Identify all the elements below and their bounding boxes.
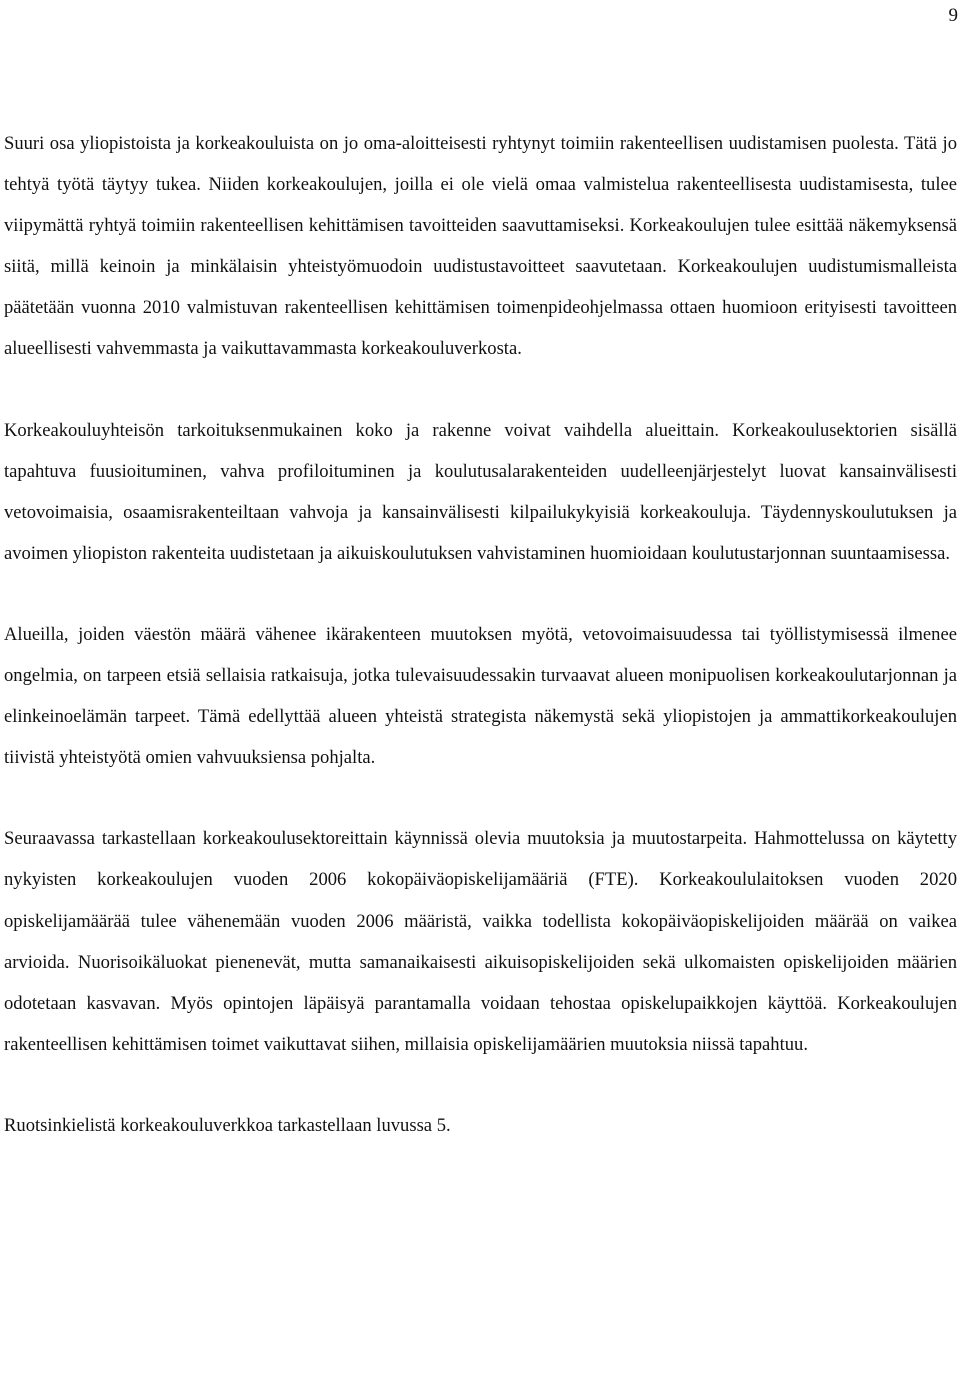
paragraph-spacer xyxy=(4,778,957,818)
paragraph-spacer xyxy=(4,1065,957,1105)
paragraph-1: Suuri osa yliopistoista ja korkeakouluista on jo oma-aloitteisesti ryhtynyt toimiin rakenteellisen uudistamisen puolesta. Tätä jo tehtyä työtä täytyy tukea. Niiden korkeakoulujen, joilla ei ole vielä omaa valmistelua rakenteellisesta uudistamisesta, tulee viipymättä ryhtyä toimiin rakenteellisen kehittämisen tavoitteiden saavuttamiseksi. Korkeakoulujen tulee esittää näkemyksensä siitä, millä keinoin ja minkälaisin yhteistyömuodoin uudistustavoitteet saavutetaan. Korkeakoulujen uudistumismalleista päätetään vuonna 2010 valmistuvan rakenteellisen kehittämisen toimenpideohjelmassa ottaen huomioon erityisesti tavoitteen alueellisesti vahvemmasta ja vaikuttavammasta korkeakouluverkosta. xyxy=(4,133,957,360)
paragraph-2: Korkeakouluyhteisön tarkoituksenmukainen koko ja rakenne voivat vaihdella alueittain. Korkeakoulusektorien sisällä tapahtuva fuusioituminen, vahva profiloituminen ja koulutusalarakenteiden uudelleenjärjestelyt luovat kansainvälisesti vetovoimaisia, osaamisrakenteiltaan vahvoja ja kansainvälisesti kilpailukykyisiä korkeakouluja. Täydennyskoulutuksen ja avoimen yliopiston rakenteita uudistetaan ja aikuiskoulutuksen vahvistaminen huomioidaan koulutustarjonnan suuntaamisessa. xyxy=(4,419,957,564)
page-number: 9 xyxy=(948,5,958,26)
body-text xyxy=(4,123,957,1146)
paragraph-4: Seuraavassa tarkastellaan korkeakoulusektoreittain käynnissä olevia muutoksia ja muutostarpeita. Hahmottelussa on käytetty nykyisten korkeakoulujen vuoden 2006 kokopäiväopiskelijamääriä (FTE). Korkeakoululaitoksen vuoden 2020 opiskelijamäärää tulee vähenemään vuoden 2006 määristä, vaikka todellista kokopäiväopiskelijoiden määrää on vaikea arvioida. Nuorisoikäluokat pienenevät, mutta samanaikaisesti aikuisopiskelijoiden sekä ulkomaisten opiskelijoiden määrien odotetaan kasvavan. Myös opintojen läpäisyä parantamalla voidaan tehostaa opiskelupaikkojen käyttöä. Korkeakoulujen rakenteellisen kehittämisen toimet vaikuttavat siihen, millaisia opiskelijamäärien muutoksia niissä tapahtuu. xyxy=(4,828,957,1055)
paragraph-spacer xyxy=(4,574,957,614)
paragraph-3: Alueilla, joiden väestön määrä vähenee ikärakenteen muutoksen myötä, vetovoimaisuudessa tai työllistymisessä ilmenee ongelmia, on tarpeen etsiä sellaisia ratkaisuja, jotka tulevaisuudessakin turvaavat alueen monipuolisen korkeakoulutarjonnan ja elinkeinoelämän tarpeet. Tämä edellyttää alueen yhteistä strategista näkemystä sekä yliopistojen ja ammattikorkeakoulujen tiivistä yhteistyötä omien vahvuuksiensa pohjalta. xyxy=(4,623,957,769)
paragraph-spacer xyxy=(4,370,957,410)
paragraph-5: Ruotsinkielistä korkeakouluverkkoa tarkastellaan luvussa 5. xyxy=(4,1114,451,1136)
